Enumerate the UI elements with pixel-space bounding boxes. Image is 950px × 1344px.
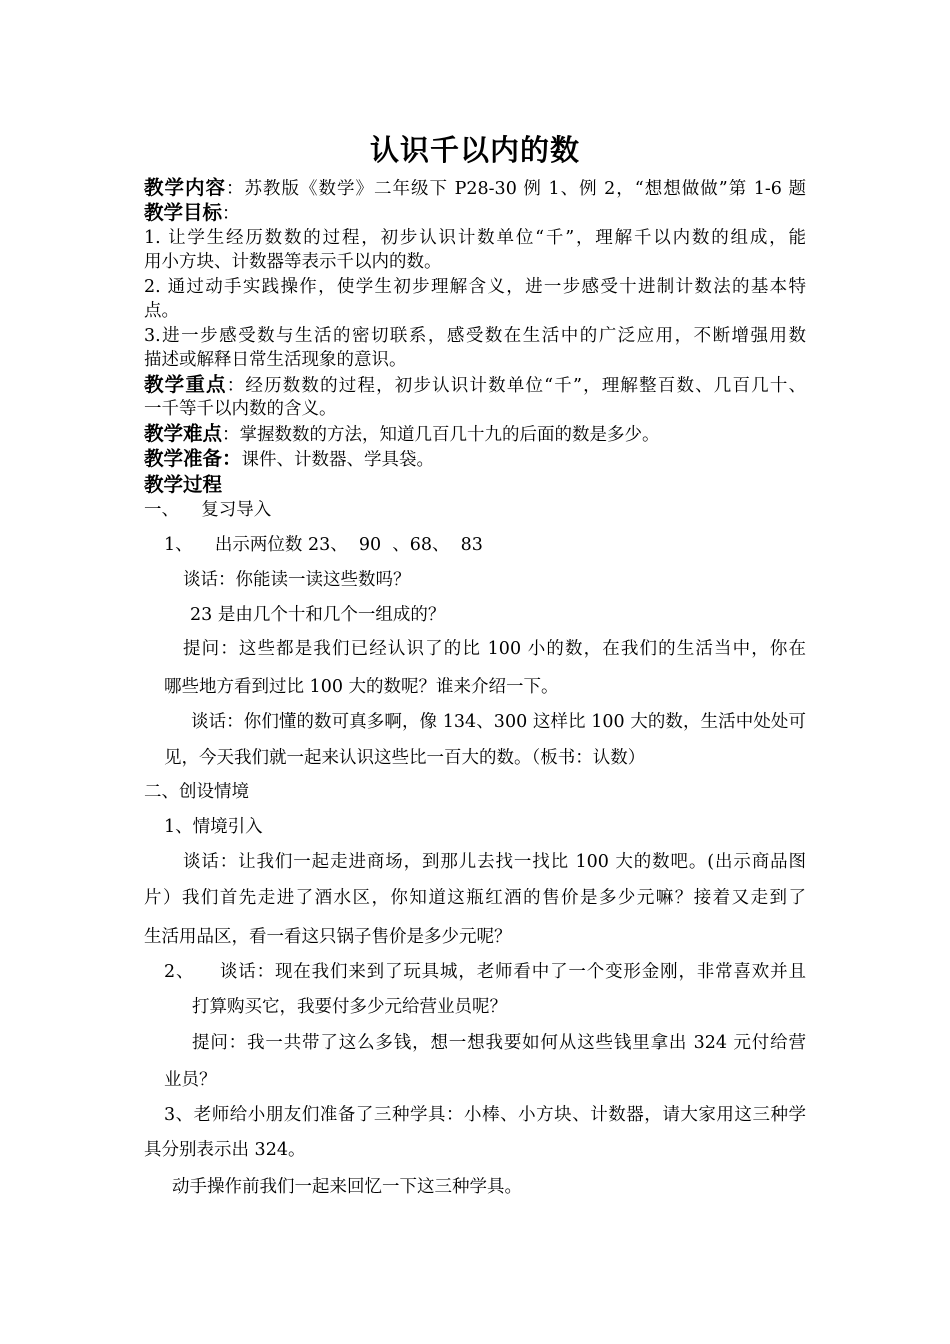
teaching-content-text: 苏教版《数学》二年级下 P28-30 例 1、例 2，“想想做做”第 1-6 题 [244,179,806,199]
page-title: 认识千以内的数 [369,133,580,167]
section-2-talk-line-2: 片）我们首先走进了酒水区，你知道这瓶红酒的售价是多少元嘛？接着又走到了 [144,888,806,908]
keypoint-label: 教学重点 [144,373,227,396]
section-1-question-line-1: 提问：这些都是我们已经认识了的比 100 小的数，在我们的生活当中，你在 [183,639,806,659]
keypoint-line-2: 一千等千以内数的含义。 [144,399,337,419]
difficulty-label: 教学难点 [144,422,223,445]
teaching-content-label: 教学内容 [144,176,227,199]
section-2-item-3-line-1: 3、老师给小朋友们准备了三种学具：小棒、小方块、计数器，请大家用这三种学 [164,1105,806,1125]
section-1-talk-3-line-1: 谈话：你们懂的数可真多啊，像 134、300 这样比 100 大的数，生活中处处可 [191,712,806,732]
section-2-heading: 二、创设情境 [144,782,249,802]
section-2-closing-line: 动手操作前我们一起来回忆一下这三种学具。 [172,1177,522,1197]
preparation-label: 教学准备： [144,447,242,470]
goal-3-line-2: 描述或解释日常生活现象的意识。 [144,350,407,370]
section-1-talk-2: 23 是由几个十和几个一组成的？ [190,605,446,625]
goal-2-line-1: 2. 通过动手实践操作，使学生初步理解含义，进一步感受十进制计数法的基本特 [144,277,806,297]
goal-2-line-2: 点。 [144,301,179,321]
section-2-item-2-line-1: 2、 谈话：现在我们来到了玩具城，老师看中了一个变形金刚，非常喜欢并且 [164,962,806,982]
teaching-content-line: 教学内容：苏教版《数学》二年级下 P28-30 例 1、例 2，“想想做做”第 1-6 题 [144,176,806,199]
goal-1-line-2: 用小方块、计数器等表示千以内的数。 [144,252,442,272]
keypoint-line-1: 教学重点：经历数数的过程，初步认识计数单位“千”，理解整百数、几百几十、 [144,373,806,396]
goal-1-line-1: 1. 让学生经历数数的过程，初步认识计数单位“千”，理解千以内数的组成，能 [144,228,806,248]
section-2-question-line-2: 业员？ [164,1070,217,1090]
section-1-question-line-2: 哪些地方看到过比 100 大的数呢？谁来介绍一下。 [164,677,559,697]
section-1-talk-1: 谈话：你能读一读这些数吗？ [183,570,411,590]
difficulty-line: 教学难点：掌握数数的方法，知道几百几十九的后面的数是多少。 [144,422,660,445]
teaching-goals-heading: 教学目标： [144,201,240,224]
section-2-item-1: 1、情境引入 [164,817,263,837]
preparation-line: 教学准备：课件、计数器、学具袋。 [144,447,435,470]
section-1-heading: 一、 复习导入 [144,500,272,520]
section-2-talk-line-1: 谈话：让我们一起走进商场，到那儿去找一找比 100 大的数吧。(出示商品图 [183,852,806,872]
section-2-question-line-1: 提问：我一共带了这么多钱，想一想我要如何从这些钱里拿出 324 元付给营 [192,1033,806,1053]
process-heading: 教学过程 [144,473,223,496]
section-2-talk-line-3: 生活用品区，看一看这只锅子售价是多少元呢？ [144,927,512,947]
section-2-item-3-line-2: 具分别表示出 324。 [144,1140,306,1160]
section-1-talk-3-line-2: 见，今天我们就一起来认识这些比一百大的数。（板书：认数） [164,748,646,768]
goal-3-line-1: 3.进一步感受数与生活的密切联系，感受数在生活中的广泛应用，不断增强用数 [144,326,806,346]
section-2-item-2-line-2: 打算购买它，我要付多少元给营业员呢？ [192,997,507,1017]
section-1-item-1: 1、 出示两位数 23、 90 、68、 83 [164,535,483,555]
